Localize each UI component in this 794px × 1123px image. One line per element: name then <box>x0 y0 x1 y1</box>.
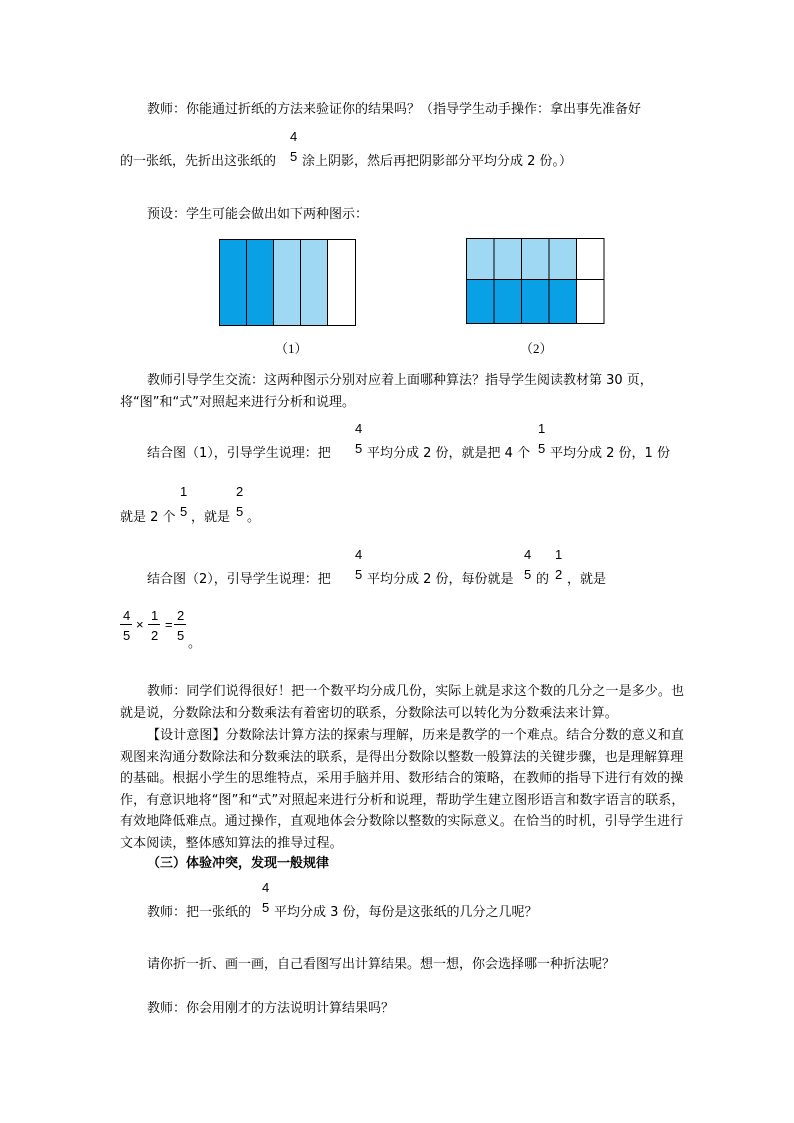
fig1-cell-light-1 <box>274 240 301 326</box>
fig1-cell-dark-1 <box>220 240 247 326</box>
fig2-top-white <box>577 239 605 280</box>
eq-a-denominator: 5 <box>123 628 131 643</box>
fig2-top-light-2 <box>494 239 522 280</box>
eq-c-numerator: 2 <box>177 608 185 623</box>
fraction-denominator: 5 <box>355 441 363 456</box>
fraction-numerator: 1 <box>555 547 563 562</box>
figure-2 <box>466 238 606 325</box>
figure-2-caption: （2） <box>520 341 553 356</box>
figure-1 <box>219 239 359 327</box>
equation <box>120 608 210 648</box>
fig2-top-light-1 <box>467 239 495 280</box>
fraction-numerator: 4 <box>290 129 298 144</box>
design-intent: 【设计意图】分数除法计算方法的探索与理解，历来是教学的一个难点。结合分数的意义和直观图来沟通分数除法和分数乘法的联系，是得出分数除以整数一般算法的关键步骤，也是理解算理的基础。根据小学生的思维特点，采用手脑并用、数形结合的策略，在教师的指导下进行有效的操作，有意识地将“图”和“式”对照起来进行分析和说理，帮助学生建立图形语言和数字语言的联系，有效地降低难点。通过操作，直观地体会分数除以整数的实际意义。在恰当的时机，引导学生进行文本阅读，整体感知算法的推导过程。 <box>120 728 685 851</box>
guide-line2: 将“图”和“式”对照起来进行分析和说理。 <box>120 395 355 410</box>
eq-a-bar <box>120 624 132 625</box>
teacher-question-line2b: 涂上阴影，然后再把阴影部分平均分成 2 份。） <box>302 154 573 169</box>
eq-c-bar <box>174 624 186 625</box>
fraction-denominator: 5 <box>236 504 244 519</box>
fraction-denominator: 5 <box>180 504 188 519</box>
fig2-bottom-dark-1 <box>467 280 495 324</box>
fraction-denominator: 5 <box>524 567 532 582</box>
fig1-cell-light-2 <box>301 240 328 326</box>
fig1-reasoning-a: 结合图（1），引导学生说理：把 <box>147 446 331 461</box>
fig2-reasoning-d: ，就是 <box>567 572 607 587</box>
equals-sign: = <box>165 617 173 632</box>
fraction-numerator: 4 <box>355 421 363 436</box>
fig1-reasoning-d: 就是 2 个 <box>120 510 176 525</box>
fig2-top-light-4 <box>549 239 577 280</box>
fold-instruction: 请你折一折、画一画，自己看图写出计算结果。想一想，你会选择哪一种折法呢？ <box>147 957 616 972</box>
teacher-question-b: 平均分成 3 份，每份是这张纸的几分之几呢？ <box>274 905 538 920</box>
eq-a-numerator: 4 <box>123 608 131 623</box>
teacher-summary: 教师：同学们说得很好！把一个数平均分成几份，实际上就是求这个数的几分之一是多少。也就是说，分数除法和分数乘法有着密切的联系，分数除法可以转化为分数乘法来计算。 <box>120 684 685 721</box>
eq-b-denominator: 2 <box>151 628 159 643</box>
fraction-denominator: 5 <box>538 441 546 456</box>
fraction-numerator: 2 <box>236 484 244 499</box>
section-heading: （三）体验冲突，发现一般规律 <box>147 856 330 871</box>
eq-b-numerator: 1 <box>151 608 159 623</box>
teacher-question-line1: 教师：你能通过折纸的方法来验证你的结果吗？（指导学生动手操作：拿出事先准备好 <box>147 102 642 117</box>
fraction-numerator: 1 <box>180 484 188 499</box>
fig1-reasoning-f: 。 <box>247 510 261 525</box>
fig1-reasoning-e: ，就是 <box>191 510 231 525</box>
preset-text: 预设：学生可能会做出如下两种图示： <box>147 207 369 222</box>
fraction-denominator: 2 <box>555 567 563 582</box>
fig2-reasoning-c: 的 <box>536 572 550 587</box>
fig1-reasoning-c: 平均分成 2 份，1 份 <box>550 446 670 461</box>
teacher-final-question: 教师：你会用刚才的方法说明计算结果吗？ <box>147 1001 395 1016</box>
times-sign: × <box>136 617 144 632</box>
fraction-numerator: 4 <box>524 547 532 562</box>
fig2-bottom-dark-3 <box>522 280 550 324</box>
teacher-question-a: 教师：把一张纸的 <box>147 905 252 920</box>
fraction-numerator: 4 <box>355 547 363 562</box>
fig2-top-light-3 <box>522 239 550 280</box>
fraction-denominator: 5 <box>290 149 298 164</box>
guide-line1: 教师引导学生交流：这两种图示分别对应着上面哪种算法？指导学生阅读教材第 30 页， <box>147 373 653 388</box>
fig1-cell-dark-2 <box>247 240 274 326</box>
fig1-reasoning-b: 平均分成 2 份，就是把 4 个 <box>367 446 531 461</box>
fraction-numerator: 4 <box>262 880 270 895</box>
fraction-numerator: 1 <box>538 421 546 436</box>
fraction-denominator: 5 <box>355 567 363 582</box>
eq-end: 。 <box>188 635 202 650</box>
fig2-bottom-dark-2 <box>494 280 522 324</box>
fig2-bottom-dark-4 <box>549 280 577 324</box>
fig1-cell-white <box>328 240 356 326</box>
teacher-question-line2a: 的一张纸，先折出这张纸的 <box>120 154 277 169</box>
fig2-reasoning-a: 结合图（2），引导学生说理：把 <box>147 572 331 587</box>
fraction-denominator: 5 <box>262 900 270 915</box>
fig2-bottom-white <box>577 280 605 324</box>
figure-1-caption: （1） <box>275 341 308 356</box>
eq-b-bar <box>148 624 160 625</box>
eq-c-denominator: 5 <box>177 628 185 643</box>
fig2-reasoning-b: 平均分成 2 份，每份就是 <box>367 572 514 587</box>
